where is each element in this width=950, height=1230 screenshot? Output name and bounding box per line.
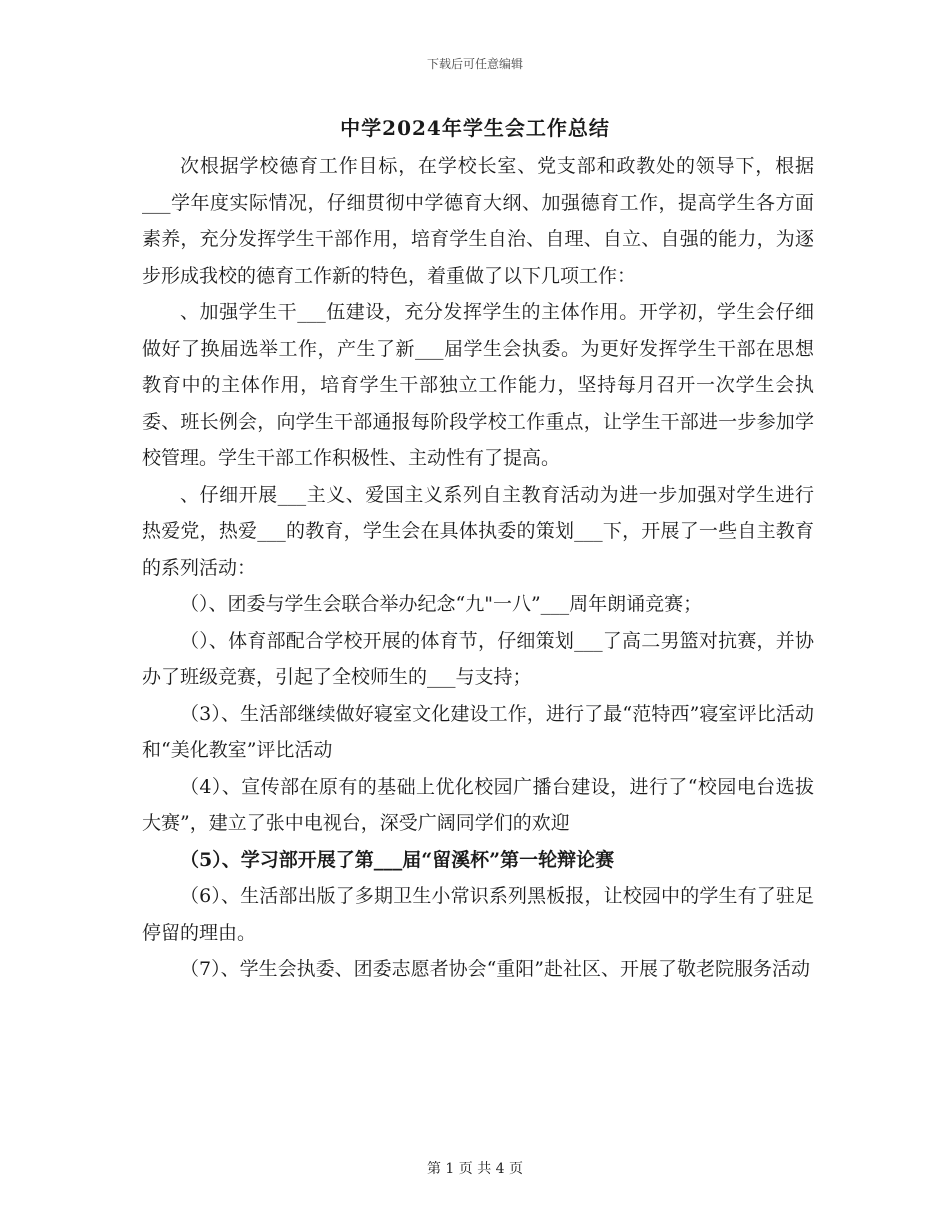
- list-item-volunteer-service: （7）、学生会执委、团委志愿者协会“重阳”赴社区、开展了敬老院服务活动: [180, 958, 811, 980]
- page-footer: 第 1 页 共 4 页: [426, 1161, 524, 1177]
- list-item-dorm-culture: （3）、生活部继续做好寝室文化建设工作，进行了最“范特西”寝室评比活动和“美化教室”评比活动: [142, 702, 814, 761]
- list-item-debate-contest: （5）、学习部开展了第___届“留溪杯”第一轮辩论赛: [180, 848, 615, 871]
- list-item-blackboard: （6）、生活部出版了多期卫生小常识系列黑板报，让校园中的学生有了驻足停留的理由。: [142, 885, 814, 944]
- intro-paragraph: 次根据学校德育工作目标，在学校长室、党支部和政教处的领导下，根据___学年度实际情况，仔细贯彻中学德育大纲、加强德育工作，提高学生各方面素养，充分发挥学生干部作用，培育学生自治、自理、自立、自强的能力，为逐步形成我校的德育工作新的特色，着重做了以下几项工作：: [142, 155, 814, 287]
- section-paragraph-student-cadres: 、加强学生干___伍建设，充分发挥学生的主体作用。开学初，学生会仔细做好了换届选举工作，产生了新___届学生会执委。为更好发挥学生干部在思想教育中的主体作用，培育学生干部独立工作能力，坚持每月召开一次学生会执委、班长例会，向学生干部通报每阶段学校工作重点，让学生干部进一步参加学校管理。学生干部工作积极性、主动性有了提高。: [142, 301, 814, 469]
- list-item-campus-radio: （4）、宣传部在原有的基础上优化校园广播台建设，进行了“校园电台选拔大赛”，建立了张中电视台，深受广阔同学们的欢迎: [142, 775, 814, 834]
- section-paragraph-education-activities: 、仔细开展___主义、爱国主义系列自主教育活动为进一步加强对学生进行热爱党，热爱___的教育，学生会在具体执委的策划___下，开展了一些自主教育的系列活动：: [142, 483, 814, 579]
- list-item-reading-contest: （）、团委与学生会联合举办纪念“九"一八”___周年朗诵竞赛；: [180, 593, 703, 615]
- document-title: 中学2024年学生会工作总结: [340, 116, 610, 140]
- document-body: [142, 148, 814, 988]
- header-note: 下载后可任意编辑: [426, 57, 523, 71]
- list-item-sports-festival: （）、体育部配合学校开展的体育节，仔细策划___了高二男篮对抗赛，并协办了班级竞赛，引起了全校师生的___与支持；: [142, 629, 814, 688]
